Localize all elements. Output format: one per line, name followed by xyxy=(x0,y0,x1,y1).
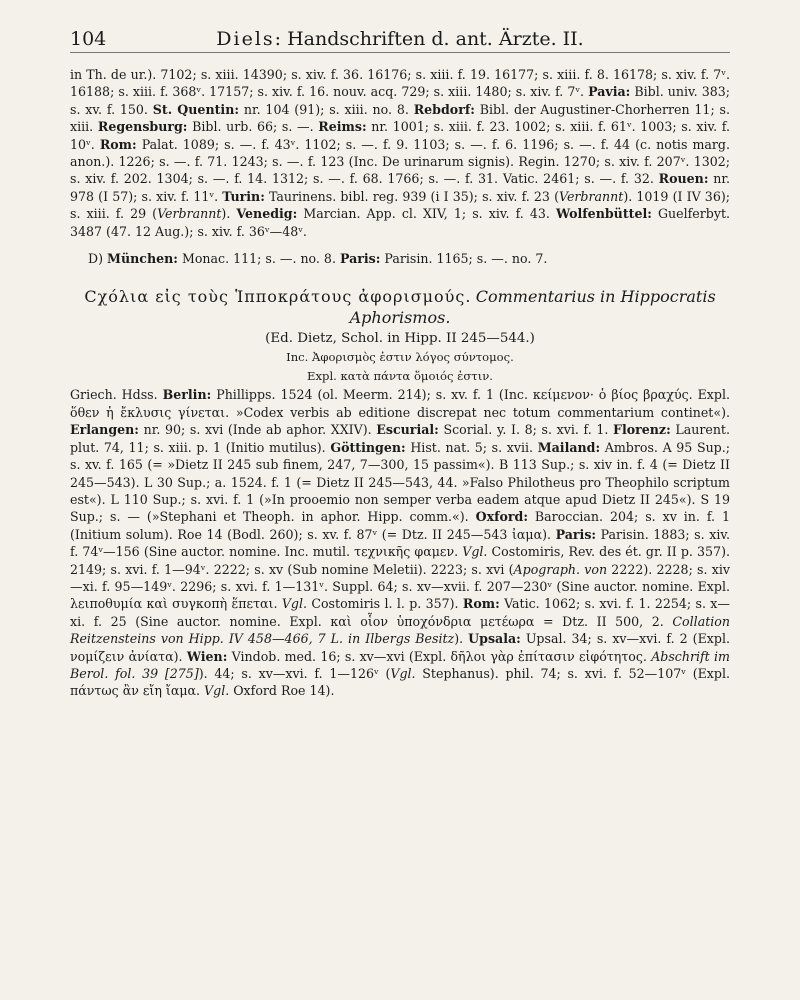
place-name: Pavia: xyxy=(588,84,631,100)
place-name: Berlin: xyxy=(162,387,212,403)
place-name: Venedig: xyxy=(236,206,298,222)
place-name: Wolfenbüttel: xyxy=(555,206,652,222)
section-d-label: D) xyxy=(88,251,104,267)
latin-title: Commentarius in Hippocratis Aphorismos. xyxy=(349,287,716,328)
place-name: Rom: xyxy=(99,136,137,152)
shelfmark-text: Costomiris l. l. p. 357). xyxy=(307,596,459,612)
shelfmark-text: Stephanus). phil. 74; s. xvi. f. 52—107ᵛ (Expl. πάντως ἂν εἴη ἴαμα. xyxy=(70,665,731,699)
place-name: Rouen: xyxy=(658,171,709,187)
shelfmark-text: Laurent. plut. 74, 11; s. xiii. p. 1 (Initio mutilus). xyxy=(70,422,730,455)
shelfmark-text: ). xyxy=(454,631,464,647)
continuation-paragraph xyxy=(70,66,730,240)
edition-line: (Ed. Dietz, Schol. in Hipp. II 245—544.) xyxy=(265,331,535,347)
shelfmark-text: Taurinens. bibl. reg. 939 (i I 35); s. xiv. f. 23 ( xyxy=(264,188,560,204)
shelfmark-text: Bibl. urb. 66; s. —. xyxy=(187,119,314,135)
continuation-prefix: in Th. de ur.). 7102; s. xiii. 14390; s. xiv. f. 36. 16176; s. xiii. f. 19. 16177; s. xiii. f. 8. 16178; s. xiv. f. 7ᵛ. 16188; s. xiii. f. 368ᵛ. 17157; s. xiv. f. 16. nouv. acq. 729; s. xiii. 1480; s. xiv. f. 7ᵛ. xyxy=(70,67,730,100)
place-name: Paris: xyxy=(339,251,381,267)
author-name: Diels xyxy=(216,28,275,50)
shelfmark-text: Costomiris, Rev. des ét. gr. II p. 357). 2149; s. xvi. f. 1—94ᵛ. 2222; s. xv (Sub nomine Meletii). 2223; s. xvi ( xyxy=(70,544,730,577)
shelfmark-text: 1019 (I IV 36); s. xiii. f. 29 ( xyxy=(70,188,730,222)
shelfmark-text: Marcian. App. cl. XIV, 1; s. xiv. f. 43. xyxy=(297,206,550,222)
shelfmark-text: Parisin. 1165; s. —. no. 7. xyxy=(380,251,548,267)
shelfmark-text: Palat. 1089; s. —. f. 43ᵛ. 1102; s. —. f. 9. 1103; s. —. f. 6. 1196; s. —. f. 44 (c. notis marg. anon.). 1226; s. —. f. 71. 1243; s. —. f. 123 (Inc. De urinarum signis). Regin. 1270; s. xiv. f. 207ᵛ. 1302; s. xiv. f. 202. 1304; s. —. f. 14. 1312; s. —. f. 68. 1766; s. —. f. 31. Vatic. 2461; s. —. f. 32. xyxy=(70,136,731,187)
explicit-line: Expl. κατὰ πάντα ὅμοιός ἐστιν. xyxy=(307,369,493,384)
shelfmark-text: nr. 90; s. xvi (Inde ab aphor. XXIV). xyxy=(138,422,372,438)
italic-note: Vgl. xyxy=(204,683,230,699)
shelfmark-text: Scorial. y. I. 8; s. xvi. f. 1. xyxy=(438,422,609,438)
place-name: St. Quentin: xyxy=(152,101,240,117)
page-number: 104 xyxy=(70,28,107,50)
running-title-rest: : Handschriften d. ant. Ärzte. II. xyxy=(274,28,584,50)
shelfmark-text: Phillipps. 1524 (ol. Meerm. 214); s. xv. f. 1 (Inc. κείμενον· ὁ βίος βραχύς. Expl. ὅθεν ἡ ἔκλυσις γίνεται. »Codex verbis ab editione discrepat nec totum commentarium continet«). xyxy=(70,387,730,420)
shelfmark-text: Ambros. A 95 Sup.; s. xv. f. 165 (= »Dietz II 245 sub finem, 247, 7—300, 15 passim«). B 113 Sup.; s. xiv in. f. 4 (= Dietz II 245—543). L 30 Sup.; a. 1524. f. 1 (= Dietz II 245—543, 44. »Falso Philotheus pro Theophilo scriptum est«). L 110 Sup.; s. xvi. f. 1 (»In prooemio non semper verba eadem atque apud Dietz II 245«). S 19 Sup.; s. — (»Stephani et Theoph. in aphor. Hipp. comm.«). xyxy=(70,439,730,525)
italic-note: Apograph. von xyxy=(513,561,608,577)
work-heading xyxy=(70,287,730,386)
shelfmark-text: Guelferbyt. 3487 (47. 12 Aug.); s. xiv. f. 36ᵛ—48ᵛ. xyxy=(70,206,731,239)
work-title-line xyxy=(70,287,730,329)
italic-note: Verbrannt xyxy=(157,206,222,222)
place-name: Wien: xyxy=(186,648,228,664)
running-title xyxy=(70,26,730,52)
shelfmark-text: Parisin. 1883; s. xiv. f. 74ᵛ—156 (Sine auctor. nomine. Inc. mutil. τεχνικῆς φαμεν. xyxy=(70,526,730,560)
italic-note: Vgl. xyxy=(462,544,488,560)
place-name: Regensburg: xyxy=(97,119,188,135)
place-name: Erlangen: xyxy=(70,422,139,438)
shelfmark-text: nr. 104 (91); s. xiii. no. 8. xyxy=(239,101,409,117)
shelfmark-text: Oxford Roe 14). xyxy=(229,683,335,699)
place-name: Paris: xyxy=(555,526,597,542)
section-d-paragraph xyxy=(70,250,730,267)
place-name: Upsala: xyxy=(468,631,521,647)
place-name: München: xyxy=(107,251,178,267)
place-name: Mailand: xyxy=(537,439,601,455)
italic-note: Collation Reitzensteins von Hipp. IV 458—466, 7 L. in Ilbergs Besitz xyxy=(70,613,730,647)
place-name: Florenz: xyxy=(613,422,671,438)
body-text xyxy=(70,66,730,700)
manuscripts-label: Griech. Hdss. xyxy=(70,387,158,403)
place-name: Turin: xyxy=(222,188,265,204)
italic-note: Abschrift im Berol. fol. 39 [275] xyxy=(70,648,730,681)
place-name: Reims: xyxy=(318,119,367,135)
italic-note: Verbrannt xyxy=(559,188,624,204)
shelfmark-text: ). 44; s. xv—xvi. f. 1—126ᵛ ( xyxy=(198,665,391,681)
incipit-line: Inc. Ἀφορισμὸς ἐστιν λόγος σύντομος. xyxy=(286,350,514,365)
shelfmark-text: nr. 978 (I 57); s. xiv. f. 11ᵛ. xyxy=(70,171,731,204)
shelfmark-text: nr. 1001; s. xiii. f. 23. 1002; s. xiii. f. 61ᵛ. 1003; s. xiv. f. 10ᵛ. xyxy=(70,119,730,152)
shelfmark-text: Upsal. 34; s. xv—xvi. f. 2 (Expl. νομίζειν ἀνίατα). xyxy=(70,631,730,664)
italic-note: Vgl. xyxy=(390,665,416,681)
shelfmark-text: Monac. 111; s. —. no. 8. xyxy=(177,251,336,267)
place-name: Rebdorf: xyxy=(413,101,475,117)
shelfmark-text: ). xyxy=(623,188,633,204)
shelfmark-text: Bibl. univ. 383; s. xv. f. 150. xyxy=(70,84,730,117)
place-name: Rom: xyxy=(462,596,500,612)
shelfmark-text: 2222). 2228; s. xiv—xi. f. 95—149ᵛ. 2296; s. xvi. f. 1—131ᵛ. Suppl. 64; s. xv—xvii. f. 207—230ᵛ (Sine auctor. nomine. Expl. λειποθυμία καὶ συγκοπὴ ἕπεται. xyxy=(70,561,730,612)
shelfmark-text: Vindob. med. 16; s. xv—xvi (Expl. δῆλοι γὰρ ἐπίτασιν εἰφότητος. xyxy=(227,648,652,664)
place-name: Escurial: xyxy=(376,422,439,438)
manuscripts-paragraph xyxy=(70,386,730,699)
shelfmark-text: ). xyxy=(221,206,231,222)
running-head xyxy=(70,26,730,53)
shelfmark-text: Vatic. 1062; s. xvi. f. 1. 2254; s. x—xi. f. 25 (Sine auctor. nomine. Expl. καὶ οἷον ὑποχόνδρια μετέωρα = Dtz. II 500, 2. xyxy=(70,596,730,629)
place-name: Göttingen: xyxy=(330,439,406,455)
italic-note: Vgl. xyxy=(281,596,308,612)
shelfmark-text: Hist. nat. 5; s. xvii. xyxy=(405,439,534,455)
shelfmark-text: Baroccian. 204; s. xv in. f. 1 (Initium solum). Roe 14 (Bodl. 260); s. xv. f. 87ᵛ (= Dtz. II 245—543 ἰαμα). xyxy=(70,509,730,542)
greek-title: Cχόλια εἰς τοὺς Ἱπποκράτους ἀφορισμούς. xyxy=(84,287,472,307)
place-name: Oxford: xyxy=(475,509,528,525)
shelfmark-text: Bibl. der Augustiner-Chorherren 11; s. xiii. xyxy=(70,101,730,135)
